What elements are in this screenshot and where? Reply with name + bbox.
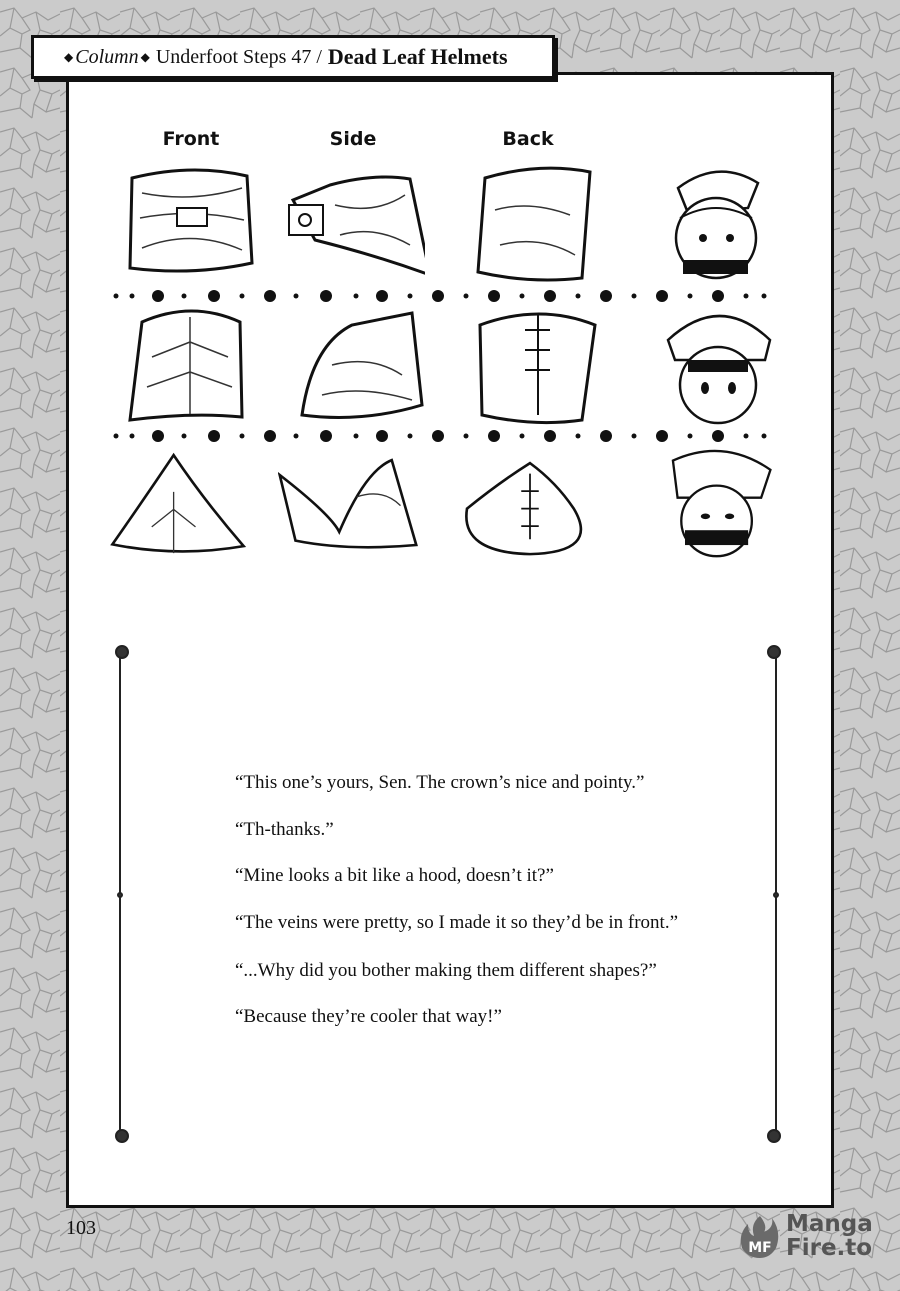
view-label-front: Front bbox=[162, 128, 220, 150]
front-helmet-icon bbox=[122, 302, 262, 432]
flame-logo-icon bbox=[738, 1214, 782, 1258]
watermark-line-1: Manga bbox=[786, 1211, 873, 1237]
character-face-icon bbox=[650, 300, 790, 430]
dialogue-line: “This one’s yours, Sen. The crown’s nice and pointy.” bbox=[235, 772, 645, 793]
page-number: 103 bbox=[66, 1217, 96, 1239]
front-helmet-icon bbox=[122, 158, 262, 288]
character-face-icon bbox=[654, 442, 794, 572]
dialogue-line: “Th-thanks.” bbox=[235, 819, 334, 840]
svg-text:MF: MF bbox=[748, 1240, 772, 1256]
bullet-icon: ◆ bbox=[140, 49, 150, 64]
bullet-icon: ◆ bbox=[64, 49, 74, 64]
dialogue-line: “The veins were pretty, so I made it so they’d be in front.” bbox=[235, 912, 679, 933]
column-label: Column bbox=[75, 45, 139, 68]
dialogue-frame bbox=[112, 640, 788, 1150]
manga-fire-watermark bbox=[738, 1208, 878, 1262]
side-helmet-icon bbox=[292, 305, 432, 435]
view-label-side: Side bbox=[329, 128, 377, 150]
column-title: Dead Leaf Helmets bbox=[327, 44, 508, 69]
back-helmet-icon bbox=[470, 160, 610, 290]
side-helmet-icon bbox=[278, 445, 418, 575]
dialogue-line: “Because they’re cooler that way!” bbox=[235, 1006, 502, 1027]
column-title-box bbox=[31, 35, 555, 79]
dialogue-line: “...Why did you bother making them different shapes?” bbox=[235, 960, 657, 981]
back-helmet-icon bbox=[460, 448, 600, 578]
side-helmet-icon bbox=[285, 165, 425, 295]
character-face-icon bbox=[648, 158, 788, 288]
series-label: Underfoot Steps 47 / bbox=[155, 45, 322, 68]
back-helmet-icon bbox=[470, 305, 610, 435]
front-helmet-icon bbox=[108, 440, 248, 570]
watermark-line-2: Fire.to bbox=[786, 1235, 873, 1261]
dialogue-line: “Mine looks a bit like a hood, doesn’t it?” bbox=[235, 865, 554, 886]
view-label-back: Back bbox=[502, 128, 554, 150]
